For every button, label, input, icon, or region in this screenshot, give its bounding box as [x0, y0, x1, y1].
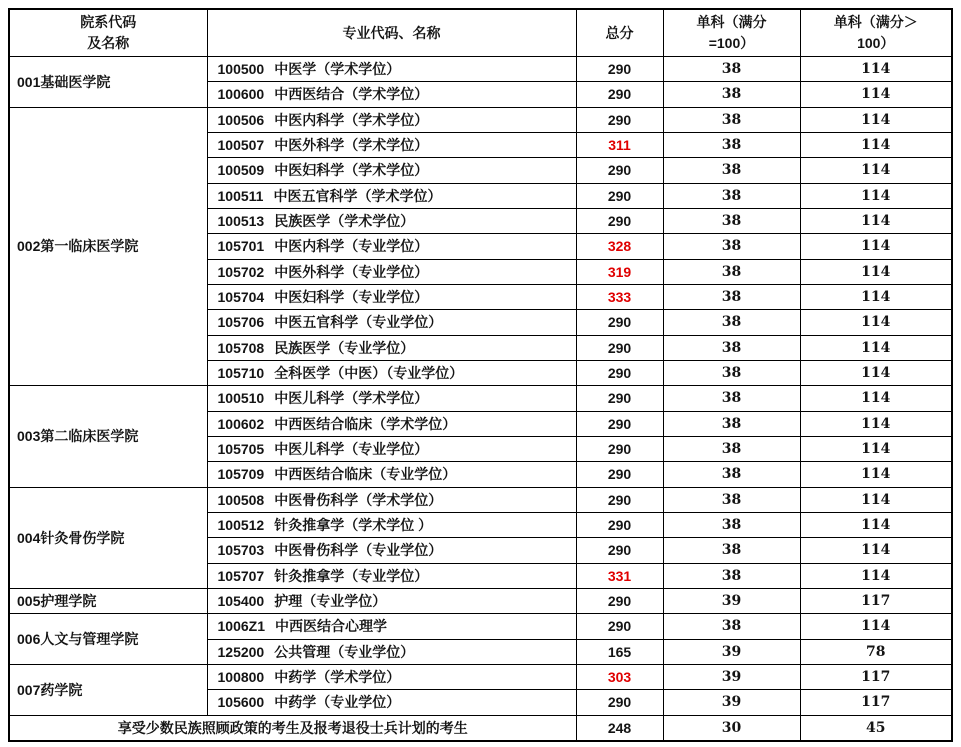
single-subject-gt100-cell: 114 — [800, 310, 952, 335]
total-score-cell: 290 — [576, 462, 663, 487]
major-name: 中医学（学术学位） — [274, 61, 401, 78]
single-subject-100-cell: 38 — [663, 411, 800, 436]
major-cell — [207, 664, 576, 689]
major-name: 中西医结合（学术学位） — [274, 86, 429, 103]
major-name: 民族医学（学术学位） — [274, 213, 415, 230]
college-cell: 001基础医学院 — [9, 57, 207, 108]
major-cell — [207, 538, 576, 563]
major-name: 中医儿科学（学术学位） — [274, 390, 429, 407]
total-score-cell: 290 — [576, 487, 663, 512]
single-subject-gt100-cell: 114 — [800, 563, 952, 588]
single-subject-100-cell: 39 — [663, 664, 800, 689]
total-score-cell: 290 — [576, 107, 663, 132]
major-row — [9, 107, 952, 132]
single-subject-gt100-cell: 117 — [800, 588, 952, 613]
major-name: 中医妇科学（学术学位） — [274, 162, 429, 179]
single-subject-gt100-cell: 117 — [800, 664, 952, 689]
header-singlegt100-line1: 单科（满分＞ — [833, 14, 918, 30]
major-code: 100800 — [217, 669, 265, 686]
single-subject-gt100-cell: 114 — [800, 284, 952, 309]
major-cell — [207, 158, 576, 183]
single-subject-100-cell: 38 — [663, 335, 800, 360]
major-cell — [207, 57, 576, 82]
major-name: 中医妇科学（专业学位） — [274, 289, 429, 306]
table-body — [9, 57, 952, 716]
major-code: 1006Z1 — [217, 618, 265, 635]
major-cell — [207, 588, 576, 613]
major-code: 105704 — [217, 289, 265, 306]
footer-single-subject-100-cell: 30 — [663, 715, 800, 741]
total-score-cell: 311 — [576, 132, 663, 157]
major-name: 护理（专业学位） — [274, 593, 387, 610]
total-score-cell: 290 — [576, 588, 663, 613]
major-cell — [207, 462, 576, 487]
major-cell — [207, 82, 576, 107]
total-score-cell: 290 — [576, 436, 663, 461]
major-cell — [207, 234, 576, 259]
major-cell — [207, 614, 576, 639]
single-subject-100-cell: 38 — [663, 132, 800, 157]
header-singlegt100-line2: 100） — [857, 35, 895, 51]
single-subject-gt100-cell: 114 — [800, 57, 952, 82]
major-name: 中医骨伤科学（学术学位） — [274, 491, 443, 508]
table-header — [9, 9, 952, 57]
major-row — [9, 614, 952, 639]
header-row — [9, 9, 952, 57]
total-score-cell: 333 — [576, 284, 663, 309]
major-code: 100500 — [217, 61, 265, 78]
total-score-cell: 303 — [576, 664, 663, 689]
college-cell: 002第一临床医学院 — [9, 107, 207, 386]
major-code: 105701 — [217, 238, 265, 255]
header-total-score: 总分 — [576, 9, 663, 57]
major-code: 100510 — [217, 390, 265, 407]
total-score-cell: 319 — [576, 259, 663, 284]
major-name: 中医内科学（学术学位） — [274, 111, 429, 128]
single-subject-gt100-cell: 117 — [800, 690, 952, 715]
major-name: 中药学（学术学位） — [274, 669, 401, 686]
single-subject-gt100-cell: 114 — [800, 614, 952, 639]
single-subject-100-cell: 38 — [663, 310, 800, 335]
major-code: 105708 — [217, 339, 265, 356]
footer-single-subject-gt100-cell: 45 — [800, 715, 952, 741]
total-score-cell: 290 — [576, 690, 663, 715]
major-name: 全科医学（中医）（专业学位） — [274, 365, 464, 382]
single-subject-gt100-cell: 114 — [800, 107, 952, 132]
single-subject-100-cell: 38 — [663, 538, 800, 563]
college-cell: 006人文与管理学院 — [9, 614, 207, 665]
major-cell — [207, 411, 576, 436]
footer-row — [9, 715, 952, 741]
major-name: 中医内科学（专业学位） — [274, 238, 429, 255]
major-cell — [207, 310, 576, 335]
footer-label: 享受少数民族照顾政策的考生及报考退役士兵计划的考生 — [9, 715, 576, 741]
header-dept-line2: 及名称 — [87, 35, 130, 51]
major-row — [9, 57, 952, 82]
total-score-cell: 290 — [576, 538, 663, 563]
total-score-cell: 290 — [576, 82, 663, 107]
single-subject-100-cell: 38 — [663, 57, 800, 82]
single-subject-gt100-cell: 78 — [800, 639, 952, 664]
single-subject-100-cell: 38 — [663, 208, 800, 233]
single-subject-100-cell: 38 — [663, 487, 800, 512]
total-score-cell: 290 — [576, 158, 663, 183]
table-footer — [9, 715, 952, 741]
total-score-cell: 165 — [576, 639, 663, 664]
major-name: 中医五官科学（学术学位） — [273, 187, 442, 204]
major-cell — [207, 183, 576, 208]
single-subject-gt100-cell: 114 — [800, 158, 952, 183]
single-subject-100-cell: 38 — [663, 436, 800, 461]
major-name: 公共管理（专业学位） — [274, 643, 415, 660]
single-subject-gt100-cell: 114 — [800, 538, 952, 563]
major-code: 100509 — [217, 162, 265, 179]
major-cell — [207, 487, 576, 512]
total-score-cell: 290 — [576, 208, 663, 233]
single-subject-100-cell: 38 — [663, 183, 800, 208]
single-subject-100-cell: 38 — [663, 462, 800, 487]
single-subject-100-cell: 38 — [663, 360, 800, 385]
total-score-cell: 290 — [576, 57, 663, 82]
single-subject-100-cell: 38 — [663, 563, 800, 588]
major-row — [9, 487, 952, 512]
major-name: 中医儿科学（专业学位） — [274, 441, 429, 458]
single-subject-100-cell: 39 — [663, 690, 800, 715]
header-single100-line1: 单科（满分 — [696, 14, 767, 30]
college-cell: 007药学院 — [9, 664, 207, 715]
single-subject-100-cell: 39 — [663, 588, 800, 613]
total-score-cell: 290 — [576, 360, 663, 385]
college-cell: 003第二临床医学院 — [9, 386, 207, 487]
major-code: 105400 — [217, 593, 265, 610]
major-code: 100507 — [217, 137, 265, 154]
college-cell: 004针灸骨伤学院 — [9, 487, 207, 588]
major-cell — [207, 512, 576, 537]
major-code: 105703 — [217, 542, 265, 559]
footer-total-score-cell: 248 — [576, 715, 663, 741]
single-subject-gt100-cell: 114 — [800, 487, 952, 512]
major-name: 中西医结合临床（学术学位） — [274, 415, 457, 432]
single-subject-gt100-cell: 114 — [800, 234, 952, 259]
major-code: 105702 — [217, 263, 265, 280]
total-score-cell: 290 — [576, 614, 663, 639]
admission-score-table — [8, 8, 953, 742]
single-subject-gt100-cell: 114 — [800, 335, 952, 360]
major-cell — [207, 208, 576, 233]
single-subject-gt100-cell: 114 — [800, 386, 952, 411]
single-subject-100-cell: 38 — [663, 234, 800, 259]
major-code: 100512 — [217, 517, 265, 534]
major-cell — [207, 335, 576, 360]
major-row — [9, 664, 952, 689]
total-score-cell: 290 — [576, 411, 663, 436]
major-cell — [207, 690, 576, 715]
major-cell — [207, 360, 576, 385]
college-cell: 005护理学院 — [9, 588, 207, 613]
single-subject-100-cell: 38 — [663, 107, 800, 132]
major-code: 105709 — [217, 466, 265, 483]
single-subject-gt100-cell: 114 — [800, 360, 952, 385]
single-subject-gt100-cell: 114 — [800, 462, 952, 487]
single-subject-gt100-cell: 114 — [800, 436, 952, 461]
header-dept-line1: 院系代码 — [80, 14, 137, 30]
single-subject-100-cell: 38 — [663, 158, 800, 183]
major-name: 针灸推拿学（学术学位 ） — [274, 517, 433, 534]
major-row — [9, 588, 952, 613]
major-name: 中医外科学（专业学位） — [274, 263, 429, 280]
major-cell — [207, 386, 576, 411]
major-code: 100602 — [217, 415, 265, 432]
major-cell — [207, 284, 576, 309]
major-name: 中医骨伤科学（专业学位） — [274, 542, 443, 559]
major-name: 中医外科学（学术学位） — [274, 137, 429, 154]
major-code: 100508 — [217, 491, 265, 508]
total-score-cell: 328 — [576, 234, 663, 259]
major-code: 105600 — [217, 694, 265, 711]
major-name: 中医五官科学（专业学位） — [274, 314, 443, 331]
single-subject-gt100-cell: 114 — [800, 411, 952, 436]
major-code: 105706 — [217, 314, 265, 331]
header-major-code-name: 专业代码、名称 — [207, 9, 576, 57]
total-score-cell: 290 — [576, 386, 663, 411]
single-subject-gt100-cell: 114 — [800, 183, 952, 208]
total-score-cell: 331 — [576, 563, 663, 588]
single-subject-gt100-cell: 114 — [800, 132, 952, 157]
single-subject-gt100-cell: 114 — [800, 512, 952, 537]
total-score-cell: 290 — [576, 335, 663, 360]
major-cell — [207, 563, 576, 588]
major-code: 100513 — [217, 213, 265, 230]
single-subject-gt100-cell: 114 — [800, 259, 952, 284]
single-subject-100-cell: 38 — [663, 284, 800, 309]
single-subject-100-cell: 38 — [663, 82, 800, 107]
single-subject-100-cell: 38 — [663, 614, 800, 639]
major-code: 100511 — [217, 187, 264, 204]
major-cell — [207, 259, 576, 284]
major-code: 100506 — [217, 111, 265, 128]
major-name: 民族医学（专业学位） — [274, 339, 415, 356]
single-subject-100-cell: 38 — [663, 386, 800, 411]
major-code: 105710 — [217, 365, 265, 382]
major-cell — [207, 639, 576, 664]
single-subject-100-cell: 39 — [663, 639, 800, 664]
single-subject-100-cell: 38 — [663, 512, 800, 537]
major-name: 中西医结合心理学 — [274, 618, 387, 635]
header-single100-line2: =100） — [708, 35, 755, 51]
total-score-cell: 290 — [576, 310, 663, 335]
major-code: 100600 — [217, 86, 265, 103]
major-code: 105705 — [217, 441, 265, 458]
header-single-subject-100 — [663, 9, 800, 57]
major-name: 中西医结合临床（专业学位） — [274, 466, 457, 483]
major-row — [9, 386, 952, 411]
major-code: 125200 — [217, 643, 265, 660]
total-score-cell: 290 — [576, 183, 663, 208]
major-cell — [207, 436, 576, 461]
total-score-cell: 290 — [576, 512, 663, 537]
major-cell — [207, 107, 576, 132]
major-name: 针灸推拿学（专业学位） — [274, 567, 429, 584]
major-code: 105707 — [217, 567, 265, 584]
single-subject-gt100-cell: 114 — [800, 208, 952, 233]
major-name: 中药学（专业学位） — [274, 694, 401, 711]
header-single-subject-gt100 — [800, 9, 952, 57]
single-subject-gt100-cell: 114 — [800, 82, 952, 107]
major-cell — [207, 132, 576, 157]
header-dept-code-name — [9, 9, 207, 57]
single-subject-100-cell: 38 — [663, 259, 800, 284]
